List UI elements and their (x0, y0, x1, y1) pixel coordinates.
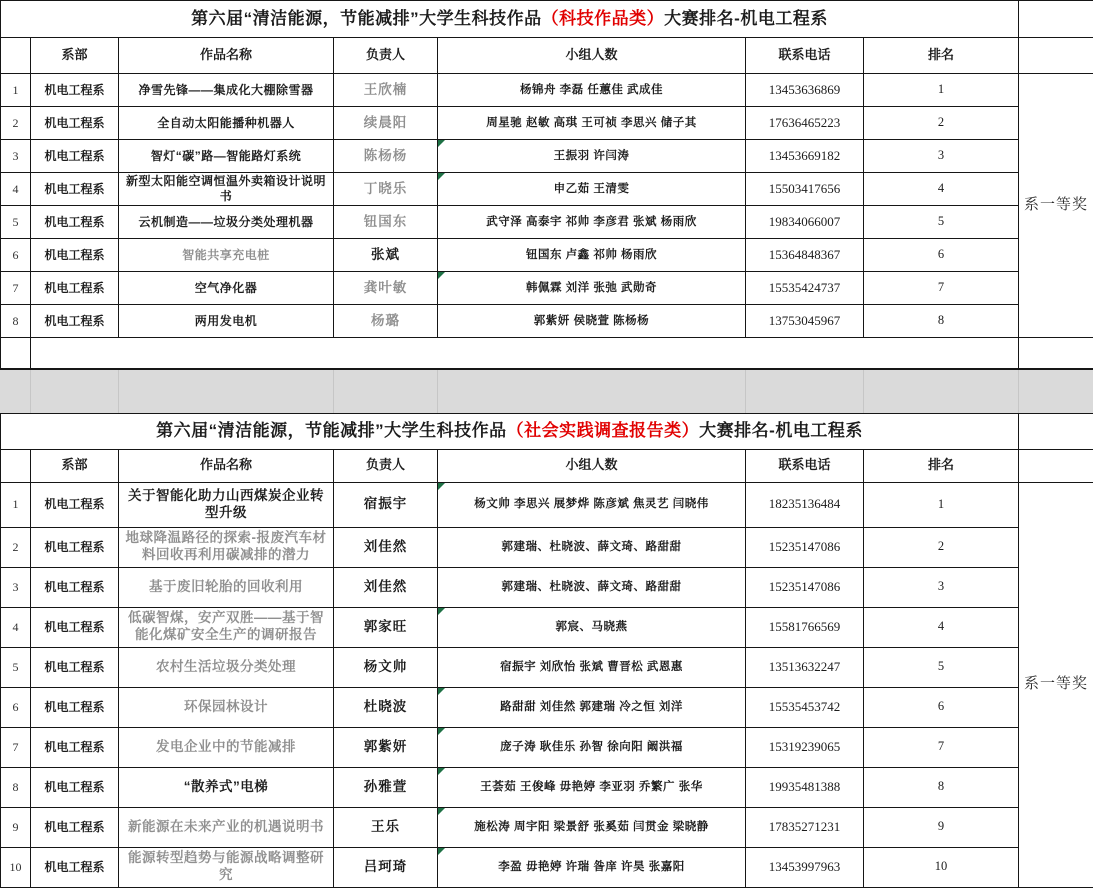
members-cell: 韩佩霖 刘洋 张弛 武勋奇 (438, 272, 746, 305)
leader-cell: 刘佳然 (334, 527, 438, 567)
members-cell: 郭建瑞、杜晓波、薛文琦、路甜甜 (438, 567, 746, 607)
members-cell: 钮国东 卢鑫 祁帅 杨雨欣 (438, 239, 746, 272)
work-title-cell: 能源转型趋势与能源战略调整研究 (119, 847, 334, 887)
phone-cell: 19935481388 (746, 767, 864, 807)
work-title-cell: 基于废旧轮胎的回收利用 (119, 567, 334, 607)
phone-cell: 15235147086 (746, 567, 864, 607)
leader-cell: 张斌 (334, 239, 438, 272)
department-cell: 机电工程系 (31, 107, 119, 140)
department-cell: 机电工程系 (31, 727, 119, 767)
table2-title-text-suffix: 大赛排名-机电工程系 (699, 421, 863, 441)
header-work: 作品名称 (119, 38, 334, 74)
work-title-cell: 净雪先锋——集成化大棚除雪器 (119, 74, 334, 107)
rank-cell: 10 (864, 847, 1019, 887)
table-row (1, 527, 1093, 567)
rank-cell: 7 (864, 727, 1019, 767)
department-cell: 机电工程系 (31, 482, 119, 527)
row-number-cell: 8 (1, 767, 31, 807)
members-cell: 宿振宇 刘欣怡 张斌 曹晋松 武恩惠 (438, 647, 746, 687)
work-title-cell: 新型太阳能空调恒温外卖箱设计说明书 (119, 173, 334, 206)
header-phone: 联系电话 (746, 38, 864, 74)
table1-header-row (1, 38, 1093, 74)
department-cell: 机电工程系 (31, 305, 119, 338)
header-leader: 负责人 (334, 449, 438, 482)
table-row (1, 767, 1093, 807)
corner-cell (1, 449, 31, 482)
empty-cell (31, 338, 1019, 369)
leader-cell: 吕珂琦 (334, 847, 438, 887)
table-row (1, 567, 1093, 607)
members-cell: 王振羽 许闫涛 (438, 140, 746, 173)
members-cell: 武守泽 高泰宇 祁帅 李彦君 张斌 杨雨欣 (438, 206, 746, 239)
phone-cell: 15364848367 (746, 239, 864, 272)
table-row (1, 687, 1093, 727)
phone-cell: 13453669182 (746, 140, 864, 173)
table-row (1, 847, 1093, 887)
work-title-cell: 智灯“碳”路—智能路灯系统 (119, 140, 334, 173)
table-row (1, 140, 1093, 173)
leader-cell: 刘佳然 (334, 567, 438, 607)
table-row (1, 107, 1093, 140)
table1-title-highlight: （科技作品类） (541, 9, 665, 29)
row-number-cell (1, 338, 31, 369)
row-number-cell: 6 (1, 239, 31, 272)
members-cell: 庞子涛 耿佳乐 孙智 徐向阳 阚洪福 (438, 727, 746, 767)
header-phone: 联系电话 (746, 449, 864, 482)
members-cell: 郭紫妍 侯晓萱 陈杨杨 (438, 305, 746, 338)
department-cell: 机电工程系 (31, 687, 119, 727)
rank-cell: 8 (864, 305, 1019, 338)
phone-cell: 19834066007 (746, 206, 864, 239)
work-title-cell: 空气净化器 (119, 272, 334, 305)
members-cell: 施松涛 周宇阳 梁景舒 张奚茹 闫贯金 梁晓静 (438, 807, 746, 847)
work-title-cell: 低碳智煤，安产双胜——基于智能化煤矿安全生产的调研报告 (119, 607, 334, 647)
spacer-cell (1019, 1, 1093, 38)
department-cell: 机电工程系 (31, 527, 119, 567)
table-row (1, 305, 1093, 338)
table-row (1, 74, 1093, 107)
error-flag-icon (438, 140, 445, 147)
phone-cell: 15581766569 (746, 607, 864, 647)
error-flag-icon (438, 608, 445, 615)
spacer-cell (1019, 413, 1093, 449)
row-number-cell: 9 (1, 807, 31, 847)
table2-title-row (1, 413, 1093, 449)
work-title-cell: 关于智能化助力山西煤炭企业转型升级 (119, 482, 334, 527)
phone-cell: 15535424737 (746, 272, 864, 305)
department-cell: 机电工程系 (31, 140, 119, 173)
phone-cell: 17636465223 (746, 107, 864, 140)
rank-cell: 1 (864, 74, 1019, 107)
table-row (1, 607, 1093, 647)
row-number-cell: 6 (1, 687, 31, 727)
work-title-cell: 新能源在未来产业的机遇说明书 (119, 807, 334, 847)
department-cell: 机电工程系 (31, 807, 119, 847)
error-flag-icon (438, 768, 445, 775)
row-number-cell: 1 (1, 74, 31, 107)
award-cell: 系一等奖 (1019, 74, 1093, 338)
error-flag-icon (438, 688, 445, 695)
header-dept: 系部 (31, 449, 119, 482)
leader-cell: 王欣楠 (334, 74, 438, 107)
table-row (1, 239, 1093, 272)
phone-cell: 17835271231 (746, 807, 864, 847)
corner-cell (1, 38, 31, 74)
error-flag-icon (438, 173, 445, 180)
row-number-cell: 4 (1, 607, 31, 647)
leader-cell: 杜晓波 (334, 687, 438, 727)
table2-title-text: 第六届“清洁能源，节能减排”大学生科技作品 (156, 421, 507, 441)
rank-cell: 2 (864, 527, 1019, 567)
row-number-cell: 3 (1, 567, 31, 607)
members-cell: 杨文帅 李思兴 展梦烨 陈彦斌 焦灵艺 闫晓伟 (438, 482, 746, 527)
row-number-cell: 10 (1, 847, 31, 887)
rank-cell: 6 (864, 239, 1019, 272)
table-row (1, 272, 1093, 305)
department-cell: 机电工程系 (31, 206, 119, 239)
leader-cell: 陈杨杨 (334, 140, 438, 173)
table-row (1, 173, 1093, 206)
phone-cell: 18235136484 (746, 482, 864, 527)
error-flag-icon (438, 483, 445, 490)
leader-cell: 续晨阳 (334, 107, 438, 140)
table2-title (1, 413, 1019, 449)
leader-cell: 孙雅萱 (334, 767, 438, 807)
table1-title-text: 第六届“清洁能源，节能减排”大学生科技作品 (191, 9, 542, 29)
members-cell: 王荟茹 王俊峰 毋艳婷 李亚羽 乔繁广 张华 (438, 767, 746, 807)
phone-cell: 13513632247 (746, 647, 864, 687)
work-title-cell: 环保园林设计 (119, 687, 334, 727)
row-number-cell: 7 (1, 727, 31, 767)
work-title-cell: 全自动太阳能播种机器人 (119, 107, 334, 140)
rank-cell: 7 (864, 272, 1019, 305)
row-number-cell: 8 (1, 305, 31, 338)
rank-cell: 4 (864, 607, 1019, 647)
rank-cell: 8 (864, 767, 1019, 807)
table-row (1, 482, 1093, 527)
members-cell: 路甜甜 刘佳然 郭建瑞 冷之恒 刘洋 (438, 687, 746, 727)
work-title-cell: 农村生活垃圾分类处理 (119, 647, 334, 687)
rank-cell: 3 (864, 567, 1019, 607)
table2-title-highlight: （社会实践调查报告类） (506, 421, 700, 441)
award-cell: 系一等奖 (1019, 482, 1093, 887)
rank-cell: 5 (864, 206, 1019, 239)
row-number-cell: 7 (1, 272, 31, 305)
rank-cell: 5 (864, 647, 1019, 687)
phone-cell: 13453636869 (746, 74, 864, 107)
leader-cell: 郭紫妍 (334, 727, 438, 767)
department-cell: 机电工程系 (31, 74, 119, 107)
error-flag-icon (438, 272, 445, 279)
department-cell: 机电工程系 (31, 239, 119, 272)
work-title-cell: 云机制造——垃圾分类处理机器 (119, 206, 334, 239)
work-title-cell: 智能共享充电桩 (119, 239, 334, 272)
phone-cell: 13753045967 (746, 305, 864, 338)
table1-title-row (1, 1, 1093, 38)
phone-cell: 13453997963 (746, 847, 864, 887)
header-members: 小组人数 (438, 38, 746, 74)
rank-cell: 3 (864, 140, 1019, 173)
header-leader: 负责人 (334, 38, 438, 74)
leader-cell: 杨璐 (334, 305, 438, 338)
phone-cell: 15235147086 (746, 527, 864, 567)
tech-works-table (0, 0, 1093, 370)
table2-header-row (1, 449, 1093, 482)
leader-cell: 宿振宇 (334, 482, 438, 527)
members-cell: 李盈 毋艳婷 许瑞 昝庠 许昊 张嘉阳 (438, 847, 746, 887)
table-row (1, 206, 1093, 239)
spacer-cell (1019, 449, 1093, 482)
spacer-cell (1019, 338, 1093, 369)
members-cell: 周星驰 赵敏 高琪 王可祯 李思兴 储子其 (438, 107, 746, 140)
rank-cell: 6 (864, 687, 1019, 727)
members-cell: 郭建瑞、杜晓波、薛文琦、路甜甜 (438, 527, 746, 567)
header-rank: 排名 (864, 38, 1019, 74)
leader-cell: 钮国东 (334, 206, 438, 239)
table-row (1, 647, 1093, 687)
header-work: 作品名称 (119, 449, 334, 482)
department-cell: 机电工程系 (31, 173, 119, 206)
header-rank: 排名 (864, 449, 1019, 482)
work-title-cell: “散养式”电梯 (119, 767, 334, 807)
row-number-cell: 5 (1, 647, 31, 687)
rank-cell: 1 (864, 482, 1019, 527)
rank-cell: 4 (864, 173, 1019, 206)
social-practice-table (0, 413, 1093, 888)
table1-title-text-suffix: 大赛排名-机电工程系 (664, 9, 828, 29)
empty-row (1, 338, 1093, 369)
rank-cell: 2 (864, 107, 1019, 140)
leader-cell: 郭家旺 (334, 607, 438, 647)
spreadsheet-gap (0, 370, 1093, 413)
members-cell: 郭宸、马晓燕 (438, 607, 746, 647)
row-number-cell: 5 (1, 206, 31, 239)
spacer-cell (1019, 38, 1093, 74)
row-number-cell: 1 (1, 482, 31, 527)
phone-cell: 15319239065 (746, 727, 864, 767)
department-cell: 机电工程系 (31, 607, 119, 647)
error-flag-icon (438, 728, 445, 735)
rank-cell: 9 (864, 807, 1019, 847)
department-cell: 机电工程系 (31, 567, 119, 607)
department-cell: 机电工程系 (31, 847, 119, 887)
members-cell: 申乙茹 王清雯 (438, 173, 746, 206)
header-dept: 系部 (31, 38, 119, 74)
department-cell: 机电工程系 (31, 272, 119, 305)
department-cell: 机电工程系 (31, 767, 119, 807)
leader-cell: 丁晓乐 (334, 173, 438, 206)
header-members: 小组人数 (438, 449, 746, 482)
error-flag-icon (438, 848, 445, 855)
row-number-cell: 2 (1, 527, 31, 567)
table-row (1, 807, 1093, 847)
phone-cell: 15535453742 (746, 687, 864, 727)
work-title-cell: 地球降温路径的探索-报废汽车材料回收再利用碳减排的潜力 (119, 527, 334, 567)
work-title-cell: 两用发电机 (119, 305, 334, 338)
row-number-cell: 3 (1, 140, 31, 173)
table1-title (1, 1, 1019, 38)
work-title-cell: 发电企业中的节能减排 (119, 727, 334, 767)
table-row (1, 727, 1093, 767)
row-number-cell: 2 (1, 107, 31, 140)
members-cell: 杨锦舟 李磊 任蕙佳 武成佳 (438, 74, 746, 107)
phone-cell: 15503417656 (746, 173, 864, 206)
leader-cell: 杨文帅 (334, 647, 438, 687)
department-cell: 机电工程系 (31, 647, 119, 687)
leader-cell: 王乐 (334, 807, 438, 847)
leader-cell: 龚叶敏 (334, 272, 438, 305)
error-flag-icon (438, 808, 445, 815)
row-number-cell: 4 (1, 173, 31, 206)
